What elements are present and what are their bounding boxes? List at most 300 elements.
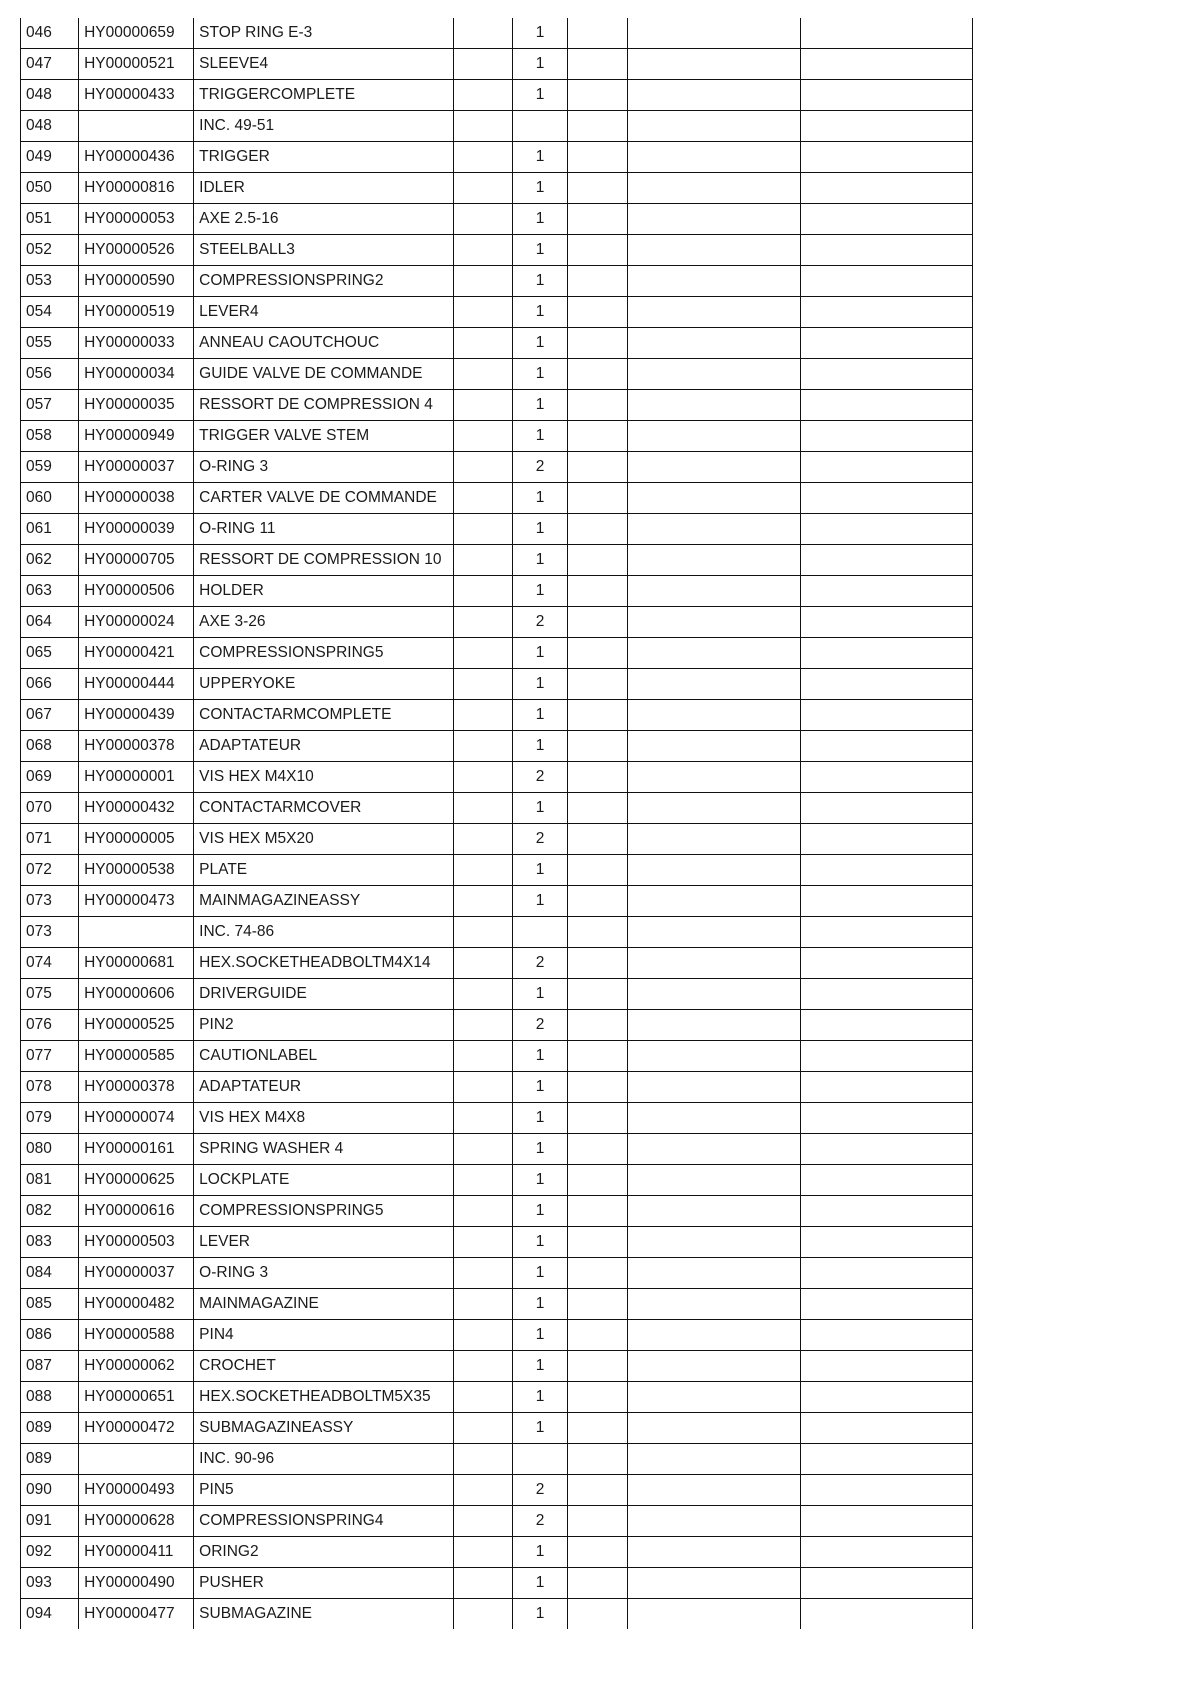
empty-cell xyxy=(568,514,627,545)
item-number-cell: 066 xyxy=(21,669,79,700)
table-row xyxy=(21,173,973,204)
empty-cell xyxy=(454,1351,512,1382)
empty-cell xyxy=(568,266,627,297)
empty-cell xyxy=(568,452,627,483)
part-description-cell: AXE 2.5-16 xyxy=(194,204,454,235)
table-row xyxy=(21,1413,973,1444)
empty-cell xyxy=(454,328,512,359)
item-number-cell: 078 xyxy=(21,1072,79,1103)
part-description-cell: IDLER xyxy=(194,173,454,204)
empty-cell xyxy=(568,297,627,328)
empty-cell xyxy=(454,483,512,514)
empty-cell xyxy=(627,1041,800,1072)
part-code-cell: HY00000705 xyxy=(79,545,194,576)
empty-cell xyxy=(568,700,627,731)
empty-cell xyxy=(800,731,972,762)
empty-cell xyxy=(800,1413,972,1444)
empty-cell xyxy=(454,607,512,638)
table-row xyxy=(21,1382,973,1413)
quantity-cell: 2 xyxy=(512,1010,568,1041)
part-description-cell: VIS HEX M4X10 xyxy=(194,762,454,793)
empty-cell xyxy=(800,1041,972,1072)
quantity-cell: 1 xyxy=(512,1103,568,1134)
empty-cell xyxy=(800,607,972,638)
table-row xyxy=(21,1320,973,1351)
empty-cell xyxy=(800,979,972,1010)
parts-list-table xyxy=(20,18,973,1629)
part-code-cell: HY00000519 xyxy=(79,297,194,328)
quantity-cell: 1 xyxy=(512,1568,568,1599)
empty-cell xyxy=(568,1103,627,1134)
empty-cell xyxy=(568,1351,627,1382)
part-code-cell: HY00000949 xyxy=(79,421,194,452)
empty-cell xyxy=(627,1444,800,1475)
empty-cell xyxy=(627,204,800,235)
item-number-cell: 073 xyxy=(21,917,79,948)
part-code-cell: HY00000378 xyxy=(79,1072,194,1103)
part-code-cell xyxy=(79,1444,194,1475)
quantity-cell: 1 xyxy=(512,1165,568,1196)
empty-cell xyxy=(800,1568,972,1599)
empty-cell xyxy=(568,18,627,49)
empty-cell xyxy=(454,173,512,204)
empty-cell xyxy=(627,793,800,824)
table-row xyxy=(21,1165,973,1196)
table-row xyxy=(21,917,973,948)
part-description-cell: STEELBALL3 xyxy=(194,235,454,266)
quantity-cell: 1 xyxy=(512,1196,568,1227)
part-code-cell: HY00000473 xyxy=(79,886,194,917)
empty-cell xyxy=(627,979,800,1010)
empty-cell xyxy=(454,1382,512,1413)
empty-cell xyxy=(568,142,627,173)
part-code-cell: HY00000444 xyxy=(79,669,194,700)
empty-cell xyxy=(627,80,800,111)
item-number-cell: 091 xyxy=(21,1506,79,1537)
quantity-cell: 1 xyxy=(512,855,568,886)
empty-cell xyxy=(800,421,972,452)
item-number-cell: 074 xyxy=(21,948,79,979)
part-code-cell: HY00000035 xyxy=(79,390,194,421)
empty-cell xyxy=(627,700,800,731)
quantity-cell: 1 xyxy=(512,483,568,514)
empty-cell xyxy=(568,1444,627,1475)
empty-cell xyxy=(627,1506,800,1537)
quantity-cell: 1 xyxy=(512,886,568,917)
empty-cell xyxy=(568,359,627,390)
empty-cell xyxy=(568,1320,627,1351)
empty-cell xyxy=(454,1227,512,1258)
empty-cell xyxy=(800,669,972,700)
item-number-cell: 062 xyxy=(21,545,79,576)
part-description-cell: UPPERYOKE xyxy=(194,669,454,700)
part-code-cell: HY00000585 xyxy=(79,1041,194,1072)
empty-cell xyxy=(454,948,512,979)
part-code-cell: HY00000038 xyxy=(79,483,194,514)
part-description-cell: SUBMAGAZINE xyxy=(194,1599,454,1630)
empty-cell xyxy=(627,762,800,793)
table-row xyxy=(21,700,973,731)
item-number-cell: 089 xyxy=(21,1413,79,1444)
empty-cell xyxy=(800,80,972,111)
empty-cell xyxy=(627,638,800,669)
empty-cell xyxy=(627,111,800,142)
empty-cell xyxy=(800,297,972,328)
part-description-cell: TRIGGERCOMPLETE xyxy=(194,80,454,111)
empty-cell xyxy=(800,1196,972,1227)
quantity-cell: 1 xyxy=(512,173,568,204)
empty-cell xyxy=(454,514,512,545)
empty-cell xyxy=(800,1537,972,1568)
table-row xyxy=(21,762,973,793)
table-row xyxy=(21,1475,973,1506)
table-row xyxy=(21,576,973,607)
empty-cell xyxy=(627,421,800,452)
part-code-cell: HY00000616 xyxy=(79,1196,194,1227)
empty-cell xyxy=(627,1599,800,1630)
empty-cell xyxy=(568,855,627,886)
part-description-cell: SPRING WASHER 4 xyxy=(194,1134,454,1165)
empty-cell xyxy=(454,1196,512,1227)
empty-cell xyxy=(454,142,512,173)
quantity-cell: 1 xyxy=(512,80,568,111)
table-row xyxy=(21,1196,973,1227)
part-code-cell: HY00000625 xyxy=(79,1165,194,1196)
empty-cell xyxy=(800,483,972,514)
part-code-cell: HY00000477 xyxy=(79,1599,194,1630)
empty-cell xyxy=(800,1475,972,1506)
table-row xyxy=(21,1537,973,1568)
empty-cell xyxy=(568,421,627,452)
empty-cell xyxy=(800,1444,972,1475)
quantity-cell: 1 xyxy=(512,421,568,452)
item-number-cell: 059 xyxy=(21,452,79,483)
part-code-cell: HY00000503 xyxy=(79,1227,194,1258)
part-description-cell: CONTACTARMCOMPLETE xyxy=(194,700,454,731)
part-description-cell: TRIGGER xyxy=(194,142,454,173)
item-number-cell: 070 xyxy=(21,793,79,824)
empty-cell xyxy=(568,824,627,855)
quantity-cell: 1 xyxy=(512,514,568,545)
empty-cell xyxy=(568,1506,627,1537)
quantity-cell: 1 xyxy=(512,1599,568,1630)
empty-cell xyxy=(454,49,512,80)
empty-cell xyxy=(568,1599,627,1630)
quantity-cell: 1 xyxy=(512,545,568,576)
empty-cell xyxy=(454,700,512,731)
part-description-cell: RESSORT DE COMPRESSION 4 xyxy=(194,390,454,421)
table-row xyxy=(21,1568,973,1599)
table-row xyxy=(21,886,973,917)
part-description-cell: INC. 90-96 xyxy=(194,1444,454,1475)
empty-cell xyxy=(568,235,627,266)
empty-cell xyxy=(800,1382,972,1413)
empty-cell xyxy=(454,855,512,886)
part-description-cell: ANNEAU CAOUTCHOUC xyxy=(194,328,454,359)
quantity-cell: 2 xyxy=(512,1506,568,1537)
part-description-cell: CONTACTARMCOVER xyxy=(194,793,454,824)
empty-cell xyxy=(627,1382,800,1413)
empty-cell xyxy=(568,49,627,80)
item-number-cell: 060 xyxy=(21,483,79,514)
empty-cell xyxy=(627,1072,800,1103)
quantity-cell: 1 xyxy=(512,731,568,762)
empty-cell xyxy=(800,49,972,80)
empty-cell xyxy=(454,452,512,483)
quantity-cell: 2 xyxy=(512,948,568,979)
empty-cell xyxy=(568,1289,627,1320)
empty-cell xyxy=(800,111,972,142)
table-row xyxy=(21,1506,973,1537)
item-number-cell: 089 xyxy=(21,1444,79,1475)
table-row xyxy=(21,18,973,49)
item-number-cell: 050 xyxy=(21,173,79,204)
quantity-cell: 1 xyxy=(512,576,568,607)
table-row xyxy=(21,452,973,483)
empty-cell xyxy=(800,1289,972,1320)
part-description-cell: CAUTIONLABEL xyxy=(194,1041,454,1072)
item-number-cell: 082 xyxy=(21,1196,79,1227)
table-row xyxy=(21,793,973,824)
part-description-cell: CARTER VALVE DE COMMANDE xyxy=(194,483,454,514)
part-description-cell: TRIGGER VALVE STEM xyxy=(194,421,454,452)
part-description-cell: STOP RING E-3 xyxy=(194,18,454,49)
item-number-cell: 053 xyxy=(21,266,79,297)
part-code-cell: HY00000062 xyxy=(79,1351,194,1382)
empty-cell xyxy=(568,545,627,576)
table-row xyxy=(21,1227,973,1258)
item-number-cell: 084 xyxy=(21,1258,79,1289)
quantity-cell xyxy=(512,1444,568,1475)
empty-cell xyxy=(454,80,512,111)
item-number-cell: 046 xyxy=(21,18,79,49)
quantity-cell xyxy=(512,917,568,948)
empty-cell xyxy=(454,731,512,762)
part-code-cell: HY00000490 xyxy=(79,1568,194,1599)
item-number-cell: 064 xyxy=(21,607,79,638)
quantity-cell: 1 xyxy=(512,1134,568,1165)
empty-cell xyxy=(454,1599,512,1630)
empty-cell xyxy=(627,607,800,638)
empty-cell xyxy=(568,1010,627,1041)
empty-cell xyxy=(800,328,972,359)
item-number-cell: 080 xyxy=(21,1134,79,1165)
table-row xyxy=(21,235,973,266)
part-description-cell: HEX.SOCKETHEADBOLTM4X14 xyxy=(194,948,454,979)
item-number-cell: 071 xyxy=(21,824,79,855)
quantity-cell xyxy=(512,111,568,142)
empty-cell xyxy=(568,979,627,1010)
part-description-cell: COMPRESSIONSPRING5 xyxy=(194,1196,454,1227)
part-description-cell: ADAPTATEUR xyxy=(194,731,454,762)
item-number-cell: 092 xyxy=(21,1537,79,1568)
quantity-cell: 1 xyxy=(512,297,568,328)
empty-cell xyxy=(627,328,800,359)
empty-cell xyxy=(627,1258,800,1289)
part-code-cell: HY00000024 xyxy=(79,607,194,638)
empty-cell xyxy=(800,18,972,49)
empty-cell xyxy=(627,1134,800,1165)
empty-cell xyxy=(800,1320,972,1351)
empty-cell xyxy=(454,235,512,266)
table-row xyxy=(21,1103,973,1134)
table-row xyxy=(21,979,973,1010)
empty-cell xyxy=(627,173,800,204)
empty-cell xyxy=(800,638,972,669)
item-number-cell: 093 xyxy=(21,1568,79,1599)
quantity-cell: 2 xyxy=(512,824,568,855)
quantity-cell: 2 xyxy=(512,607,568,638)
empty-cell xyxy=(454,824,512,855)
empty-cell xyxy=(568,483,627,514)
item-number-cell: 061 xyxy=(21,514,79,545)
empty-cell xyxy=(627,1289,800,1320)
empty-cell xyxy=(627,1103,800,1134)
empty-cell xyxy=(454,1165,512,1196)
part-code-cell: HY00000378 xyxy=(79,731,194,762)
empty-cell xyxy=(627,1165,800,1196)
empty-cell xyxy=(627,948,800,979)
quantity-cell: 1 xyxy=(512,49,568,80)
item-number-cell: 073 xyxy=(21,886,79,917)
empty-cell xyxy=(454,1010,512,1041)
item-number-cell: 077 xyxy=(21,1041,79,1072)
item-number-cell: 056 xyxy=(21,359,79,390)
empty-cell xyxy=(454,1537,512,1568)
table-row xyxy=(21,514,973,545)
part-code-cell: HY00000421 xyxy=(79,638,194,669)
part-description-cell: MAINMAGAZINE xyxy=(194,1289,454,1320)
empty-cell xyxy=(568,1475,627,1506)
quantity-cell: 1 xyxy=(512,1227,568,1258)
empty-cell xyxy=(568,1413,627,1444)
empty-cell xyxy=(568,1537,627,1568)
part-description-cell: LEVER4 xyxy=(194,297,454,328)
part-code-cell: HY00000606 xyxy=(79,979,194,1010)
part-code-cell xyxy=(79,917,194,948)
empty-cell xyxy=(627,452,800,483)
empty-cell xyxy=(627,514,800,545)
part-description-cell: PUSHER xyxy=(194,1568,454,1599)
empty-cell xyxy=(454,917,512,948)
table-row xyxy=(21,1289,973,1320)
empty-cell xyxy=(568,1134,627,1165)
quantity-cell: 1 xyxy=(512,390,568,421)
part-code-cell: HY00000651 xyxy=(79,1382,194,1413)
item-number-cell: 090 xyxy=(21,1475,79,1506)
part-code-cell: HY00000411 xyxy=(79,1537,194,1568)
table-row xyxy=(21,1072,973,1103)
parts-table-body xyxy=(21,18,973,1629)
table-row xyxy=(21,421,973,452)
empty-cell xyxy=(454,1289,512,1320)
item-number-cell: 052 xyxy=(21,235,79,266)
empty-cell xyxy=(627,297,800,328)
item-number-cell: 094 xyxy=(21,1599,79,1630)
empty-cell xyxy=(454,1134,512,1165)
empty-cell xyxy=(800,855,972,886)
empty-cell xyxy=(800,762,972,793)
item-number-cell: 083 xyxy=(21,1227,79,1258)
item-number-cell: 057 xyxy=(21,390,79,421)
empty-cell xyxy=(568,638,627,669)
empty-cell xyxy=(568,1568,627,1599)
table-row xyxy=(21,1258,973,1289)
part-code-cell: HY00000628 xyxy=(79,1506,194,1537)
empty-cell xyxy=(454,1041,512,1072)
quantity-cell: 1 xyxy=(512,1041,568,1072)
empty-cell xyxy=(568,1196,627,1227)
empty-cell xyxy=(568,1041,627,1072)
part-code-cell: HY00000433 xyxy=(79,80,194,111)
table-row xyxy=(21,669,973,700)
part-description-cell: O-RING 3 xyxy=(194,452,454,483)
part-code-cell: HY00000039 xyxy=(79,514,194,545)
part-code-cell: HY00000037 xyxy=(79,1258,194,1289)
item-number-cell: 085 xyxy=(21,1289,79,1320)
empty-cell xyxy=(568,1072,627,1103)
quantity-cell: 1 xyxy=(512,266,568,297)
table-row xyxy=(21,266,973,297)
table-row xyxy=(21,111,973,142)
empty-cell xyxy=(454,1320,512,1351)
part-code-cell: HY00000472 xyxy=(79,1413,194,1444)
part-code-cell: HY00000590 xyxy=(79,266,194,297)
part-code-cell: HY00000816 xyxy=(79,173,194,204)
empty-cell xyxy=(627,855,800,886)
empty-cell xyxy=(454,421,512,452)
empty-cell xyxy=(627,1413,800,1444)
part-description-cell: HOLDER xyxy=(194,576,454,607)
quantity-cell: 1 xyxy=(512,1289,568,1320)
part-description-cell: SLEEVE4 xyxy=(194,49,454,80)
empty-cell xyxy=(800,545,972,576)
item-number-cell: 051 xyxy=(21,204,79,235)
table-row xyxy=(21,1444,973,1475)
item-number-cell: 067 xyxy=(21,700,79,731)
table-row xyxy=(21,545,973,576)
empty-cell xyxy=(627,390,800,421)
part-description-cell: VIS HEX M4X8 xyxy=(194,1103,454,1134)
part-description-cell: PIN2 xyxy=(194,1010,454,1041)
part-code-cell: HY00000161 xyxy=(79,1134,194,1165)
empty-cell xyxy=(454,886,512,917)
empty-cell xyxy=(454,1506,512,1537)
empty-cell xyxy=(454,1258,512,1289)
empty-cell xyxy=(454,1103,512,1134)
empty-cell xyxy=(800,793,972,824)
empty-cell xyxy=(454,762,512,793)
part-description-cell: HEX.SOCKETHEADBOLTM5X35 xyxy=(194,1382,454,1413)
empty-cell xyxy=(454,204,512,235)
part-description-cell: COMPRESSIONSPRING4 xyxy=(194,1506,454,1537)
empty-cell xyxy=(568,917,627,948)
table-row xyxy=(21,390,973,421)
empty-cell xyxy=(800,886,972,917)
quantity-cell: 1 xyxy=(512,1382,568,1413)
table-row xyxy=(21,824,973,855)
empty-cell xyxy=(568,173,627,204)
item-number-cell: 055 xyxy=(21,328,79,359)
empty-cell xyxy=(800,1351,972,1382)
table-row xyxy=(21,607,973,638)
empty-cell xyxy=(568,762,627,793)
part-code-cell: HY00000037 xyxy=(79,452,194,483)
empty-cell xyxy=(627,483,800,514)
empty-cell xyxy=(627,576,800,607)
empty-cell xyxy=(454,793,512,824)
part-description-cell: ORING2 xyxy=(194,1537,454,1568)
